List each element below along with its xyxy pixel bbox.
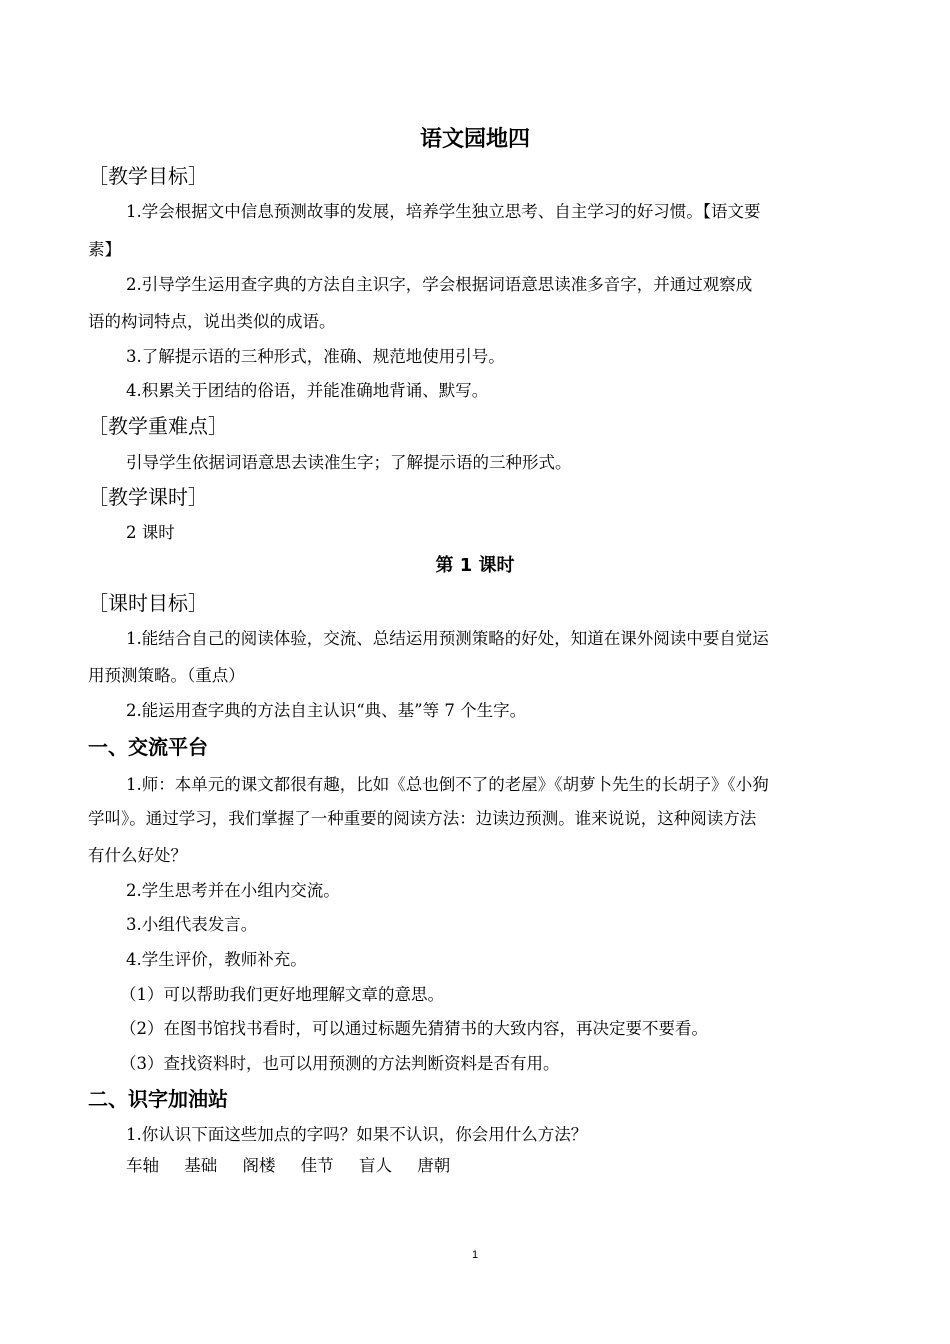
part1-line-1: 1.师：本单元的课文都很有趣，比如《总也倒不了的老屋》《胡萝卜先生的长胡子》《小狗 [126,775,769,794]
keypoints-heading: ［教学重难点］ [88,414,228,438]
lesson-goals-heading: ［课时目标］ [88,591,208,615]
word-item: 车轴 [126,1156,159,1175]
word-item: 佳节 [300,1156,334,1175]
part1-line-4: 2.学生思考并在小组内交流。 [126,881,340,900]
objectives-heading: ［教学目标］ [88,164,208,188]
objective-2-line-1: 2.引导学生运用查字典的方法自主识字，学会根据词语意思读准多音字，并通过观察成 [126,275,753,294]
document-title: 语文园地四 [419,127,530,152]
part1-line-2: 学叫》。通过学习，我们掌握了一种重要的阅读方法：边读边预测。谁来说说，这种阅读方法 [88,809,757,828]
part2-heading: 二、识字加油站 [88,1087,228,1111]
part1-point-1: （1）可以帮助我们更好地理解文章的意思。 [120,985,444,1004]
page-number: 1 [471,1249,479,1261]
word-item: 阁楼 [242,1156,276,1175]
lesson-1-title: 第 1 课时 [435,555,515,576]
word-item: 唐朝 [417,1156,451,1175]
word-item: 盲人 [359,1156,392,1175]
objective-2-line-2: 语的构词特点，说出类似的成语。 [88,312,336,331]
part1-line-3: 有什么好处？ [88,846,187,865]
part1-line-6: 4.学生评价，教师补充。 [126,950,307,969]
part1-line-5: 3.小组代表发言。 [126,915,258,934]
lesson-goal-2: 2.能运用查字典的方法自主认识“典、基”等 7 个生字。 [126,701,527,720]
word-item: 基础 [184,1156,218,1175]
part1-point-3: （3）查找资料时，也可以用预测的方法判断资料是否有用。 [120,1054,560,1073]
keypoints-text: 引导学生依据词语意思去读准生字；了解提示语的三种形式。 [126,453,572,472]
lesson-goal-1-line-2: 用预测策略。（重点） [88,666,245,685]
part2-question: 1.你认识下面这些加点的字吗？如果不认识，你会用什么方法？ [126,1125,588,1144]
part1-heading: 一、交流平台 [88,735,208,759]
objective-3: 3.了解提示语的三种形式，准确、规范地使用引号。 [126,347,505,366]
word-list [126,1152,470,1176]
objective-1-line-1: 1.学会根据文中信息预测故事的发展，培养学生独立思考、自主学习的好习惯。【语文要 [126,202,761,221]
hours-text: 2 课时 [126,523,175,542]
part1-point-2: （2）在图书馆找书看时，可以通过标题先猜猜书的大致内容，再决定要不要看。 [120,1019,708,1038]
hours-heading: ［教学课时］ [88,485,208,509]
lesson-goal-1-line-1: 1.能结合自己的阅读体验，交流、总结运用预测策略的好处，知道在课外阅读中要自觉运 [126,629,769,648]
objective-1-line-2: 素】 [88,240,121,259]
objective-4: 4.积累关于团结的俗语，并能准确地背诵、默写。 [126,381,489,400]
